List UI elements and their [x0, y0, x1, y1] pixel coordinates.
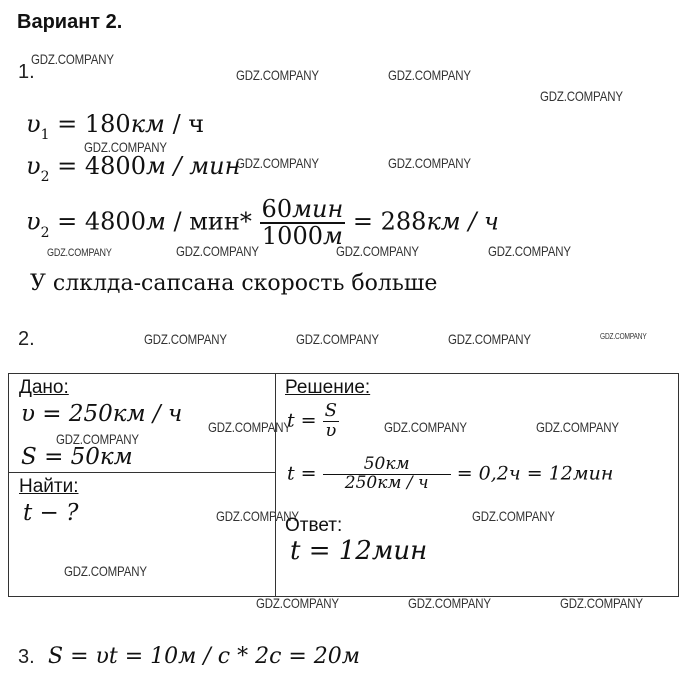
solution-label: Решение:: [285, 377, 371, 398]
given-label: Дано:: [19, 377, 69, 398]
watermark: GDZ.COMPANY: [388, 67, 471, 83]
formula-den: υ: [325, 419, 337, 441]
watermark: GDZ.COMPANY: [64, 563, 147, 579]
task3-number: 3.: [18, 646, 35, 668]
watermark: GDZ.COMPANY: [540, 88, 623, 104]
formula-fraction: [323, 402, 339, 441]
watermark: GDZ.COMPANY: [472, 508, 555, 524]
task2-number: 2.: [18, 328, 35, 350]
unit-tail: / ч: [164, 110, 205, 138]
watermark: GDZ.COMPANY: [84, 139, 167, 155]
calc-num: 50км: [323, 456, 451, 475]
watermark: GDZ.COMPANY: [208, 419, 291, 435]
solution-calc: [287, 456, 613, 493]
result: = 288: [352, 207, 427, 236]
var-v: υ: [26, 152, 41, 180]
var-sub: 2: [40, 224, 50, 241]
frac-den-unit: м: [322, 222, 343, 251]
calc-den: 250км / ч: [344, 472, 429, 493]
calc-result: = 0,2ч = 12мин: [456, 462, 614, 485]
watermark: GDZ.COMPANY: [236, 155, 319, 171]
task1-conclusion: У слклда-сапсана скорость больше: [30, 271, 438, 296]
task1-line3: [26, 197, 499, 249]
given-distance: S = 50км: [21, 444, 133, 470]
value: = 180: [57, 110, 131, 138]
task1-line1: [26, 110, 205, 143]
watermark: GDZ.COMPANY: [448, 331, 531, 347]
watermark: GDZ.COMPANY: [600, 332, 647, 341]
var-v: υ: [26, 207, 41, 236]
watermark: GDZ.COMPANY: [144, 331, 227, 347]
conversion-fraction: [260, 197, 346, 249]
task1-number: 1.: [18, 61, 35, 83]
watermark: GDZ.COMPANY: [236, 67, 319, 83]
formula-num: S: [324, 400, 337, 421]
watermark: GDZ.COMPANY: [256, 595, 339, 611]
unit: м: [145, 207, 166, 236]
var-sub: 2: [40, 169, 50, 185]
solution-formula: [287, 402, 339, 441]
calc-fraction: [323, 456, 451, 493]
answer-value: t = 12мин: [290, 536, 428, 566]
watermark: GDZ.COMPANY: [336, 243, 419, 259]
watermark: GDZ.COMPANY: [56, 431, 139, 447]
watermark: GDZ.COMPANY: [536, 419, 619, 435]
formula-lhs: t =: [287, 409, 317, 432]
value: = 4800: [57, 207, 146, 236]
watermark: GDZ.COMPANY: [384, 419, 467, 435]
result-unit: км / ч: [426, 207, 499, 236]
watermark: GDZ.COMPANY: [216, 508, 299, 524]
watermark: GDZ.COMPANY: [47, 247, 112, 259]
watermark: GDZ.COMPANY: [31, 51, 114, 67]
find-label: Найти:: [19, 476, 79, 497]
var-v: υ: [26, 110, 41, 138]
calc-lhs: t =: [287, 462, 317, 485]
unit: м / мин: [145, 152, 241, 180]
var-sub: 1: [40, 127, 50, 143]
unit: км: [130, 110, 165, 138]
unit-mid: / мин*: [165, 207, 252, 236]
watermark: GDZ.COMPANY: [408, 595, 491, 611]
variant-title: Вариант 2.: [17, 11, 123, 33]
watermark: GDZ.COMPANY: [296, 331, 379, 347]
find-time: t − ?: [23, 500, 79, 526]
watermark: GDZ.COMPANY: [488, 243, 571, 259]
answer-label: Ответ:: [285, 515, 343, 536]
task1-line2: [26, 152, 241, 185]
watermark: GDZ.COMPANY: [176, 243, 259, 259]
watermark: GDZ.COMPANY: [560, 595, 643, 611]
given-velocity: υ = 250км / ч: [21, 401, 183, 427]
frac-den: 1000: [261, 222, 323, 251]
task3-formula: S = υt = 10м / с * 2с = 20м: [48, 644, 361, 669]
watermark: GDZ.COMPANY: [388, 155, 471, 171]
frac-num: 60: [261, 195, 293, 223]
frac-num-unit: мин: [292, 195, 344, 223]
divider: [8, 472, 275, 473]
value: = 4800: [57, 152, 146, 180]
